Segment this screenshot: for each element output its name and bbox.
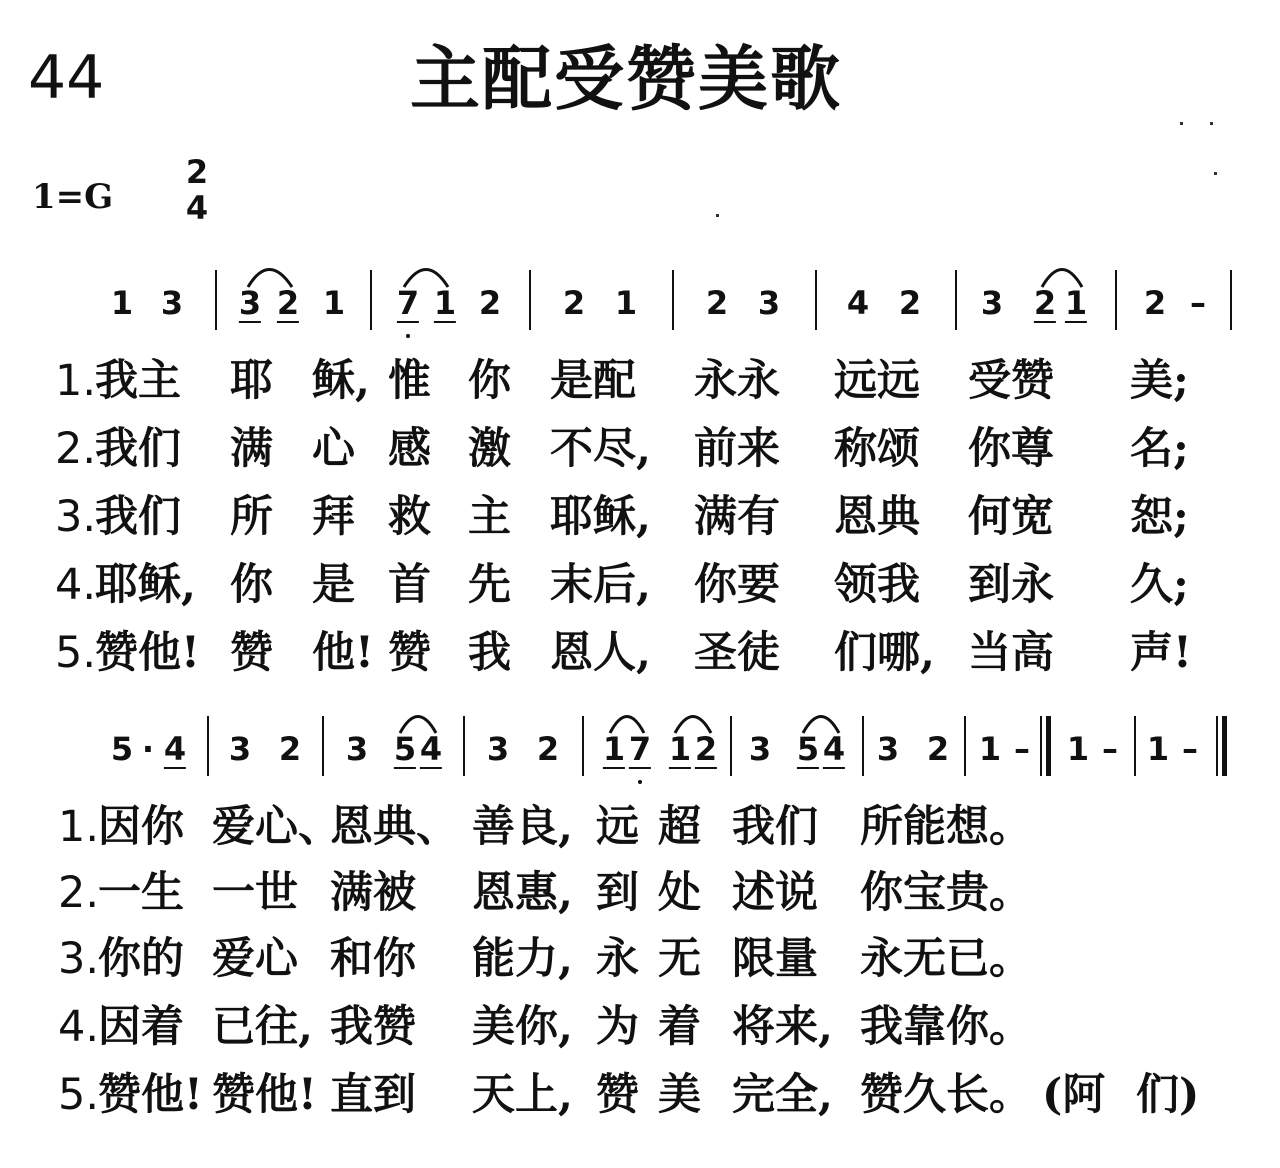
lyric-word: 久; [1130,560,1189,610]
lyric-word: 当高 [968,628,1054,678]
lyric-word: 处 [658,868,701,918]
lyric-word: 因你 [98,802,184,852]
lyric-word: 恩人, [550,628,651,678]
key-signature: 1=G [32,177,114,217]
lyric-word: 是配 [550,356,636,406]
lyric-word: 爱心、 [212,802,341,852]
lyric-word: 受赞 [968,356,1054,406]
note: 3 [345,730,369,768]
lyric-word: 一世 [212,868,298,918]
scan-speck [1210,122,1213,125]
dash: – [1182,730,1198,768]
lyric-word: 述说 [732,868,818,918]
note: 1 [1064,284,1088,322]
note: 4 [163,730,187,768]
lyric-word: 为 [596,1002,639,1052]
lyric-word: 已往, [212,1002,313,1052]
lyric-word: 满有 [694,492,780,542]
note: 1 [614,284,638,322]
lyric-word: (阿 [1042,1070,1106,1120]
lyric-word: 你 [468,356,511,406]
lyric-word: 赞他! [95,628,200,678]
lyric-word: 我赞 [330,1002,416,1052]
slur [675,717,711,734]
lyric-word: 远 [596,802,639,852]
lyric-word: 天上, [472,1070,573,1120]
note: 5 [110,730,134,768]
lyric-word: 远远 [834,356,920,406]
lyric-word: 无 [658,934,701,984]
note: 4 [846,284,870,322]
note: 3 [748,730,772,768]
verse-number: 3. [55,492,97,542]
lyric-word: 所能想。 [860,802,1032,852]
scan-speck [716,214,719,217]
lyric-word: 名; [1130,424,1189,474]
lyric-word: 美 [658,1070,701,1120]
slur [610,717,644,734]
note: 2 [926,730,950,768]
lyric-word: 圣徒 [694,628,780,678]
lyric-word: 我靠你。 [860,1002,1032,1052]
note: 3 [757,284,781,322]
note: 3 [876,730,900,768]
note: 7 [396,284,420,322]
lyric-word: 赞 [230,628,273,678]
lyric-word: 何宽 [968,492,1054,542]
note: 1 [433,284,457,322]
lyric-word: 爱心 [212,934,298,984]
lyric-word: 拜 [312,492,355,542]
lyric-word: 赞 [388,628,431,678]
scan-speck [1214,172,1217,175]
note: 2 [276,284,300,322]
note: 2 [1033,284,1057,322]
verse-number: 5. [58,1070,100,1120]
lyric-word: 不尽, [550,424,651,474]
slur [803,717,839,734]
lyric-word: 心 [312,424,355,474]
lyric-word: 稣, [312,356,370,406]
lyric-word: 他! [312,628,374,678]
note: 3 [160,284,184,322]
dash: – [1102,730,1118,768]
lyric-word: 你尊 [968,424,1054,474]
lyric-word: 先 [468,560,511,610]
note: 5 [796,730,820,768]
verse-number: 2. [58,868,100,918]
lyric-word: 超 [658,802,701,852]
lyric-word: 着 [658,1002,701,1052]
lyric-word: 主 [468,492,511,542]
lyric-word: 直到 [330,1070,416,1120]
lyric-word: 永 [596,934,639,984]
time-signature-top: 2 [185,153,209,191]
lyric-word: 满被 [330,868,416,918]
lyric-word: 满 [230,424,273,474]
lyric-word: 到永 [968,560,1054,610]
verse-number: 5. [55,628,97,678]
lyric-word: 我 [468,628,511,678]
lyric-word: 你的 [98,934,184,984]
lyric-word: 救 [388,492,431,542]
verse-number: 3. [58,934,100,984]
lyric-word: 能力, [472,934,573,984]
verse-number: 1. [55,356,97,406]
slur [404,270,448,288]
verse-number: 2. [55,424,97,474]
dash: – [1190,284,1206,322]
lyric-word: 们) [1136,1070,1200,1120]
lyric-word: 耶稣, [95,560,196,610]
lyric-word: 前来 [694,424,780,474]
note: 2 [1143,284,1167,322]
dash: – [1014,730,1030,768]
scan-speck [1180,122,1183,125]
note: 2 [694,730,718,768]
lyric-word: 称颂 [834,424,920,474]
lyric-word: 声! [1130,628,1192,678]
lyric-word: 到 [596,868,639,918]
lyric-word: 耶 [230,356,273,406]
note: 1 [1066,730,1090,768]
slur [400,717,436,734]
lyric-word: 善良, [472,802,573,852]
lyric-word: 赞久长。 [860,1070,1032,1120]
lyric-word: 赞 [596,1070,639,1120]
slur [1042,270,1082,288]
lyric-word: 将来, [732,1002,833,1052]
lyric-word: 你 [230,560,273,610]
lyric-word: 恩惠, [472,868,573,918]
lyric-word: 我主 [95,356,181,406]
verse-number: 4. [55,560,97,610]
note: 2 [536,730,560,768]
lyric-word: 们哪, [834,628,935,678]
lyric-word: 赞他! [212,1070,317,1120]
note: 7 [628,730,652,768]
note: 1 [1146,730,1170,768]
note: 1 [322,284,346,322]
verse-number: 1. [58,802,100,852]
time-signature-bottom: 4 [185,189,209,227]
note: 3 [238,284,262,322]
lyric-word: 首 [388,560,431,610]
note: 1 [978,730,1002,768]
note: 4 [822,730,846,768]
note: 5 [393,730,417,768]
lyric-word: 完全, [732,1070,833,1120]
lyric-word: 惟 [388,356,431,406]
lyric-word: 永永 [694,356,780,406]
lyric-word: 感 [388,424,431,474]
note: 4 [419,730,443,768]
lyric-word: 我们 [732,802,818,852]
note: 1 [602,730,626,768]
lyric-word: 耶稣, [550,492,651,542]
lyric-word: 我们 [95,424,181,474]
hymn-title: 主配受赞美歌 [410,38,842,120]
note: 2 [478,284,502,322]
lyric-word: 限量 [732,934,818,984]
note: 3 [228,730,252,768]
lyric-word: 因着 [98,1002,184,1052]
lyric-word: 我们 [95,492,181,542]
hymn-number: 44 [28,43,105,113]
lyric-word: 恩典、 [330,802,459,852]
lyric-word: 领我 [834,560,920,610]
lyric-word: 末后, [550,560,651,610]
lyric-word: 你要 [694,560,780,610]
note: 2 [278,730,302,768]
note: 2 [898,284,922,322]
lyric-word: 恩典 [834,492,920,542]
lyric-word: 和你 [330,934,416,984]
lyric-word: 美; [1130,356,1189,406]
lyric-word: 一生 [98,868,184,918]
lyric-word: 所 [230,492,273,542]
lyric-word: 是 [312,560,355,610]
lyric-word: 永无已。 [860,934,1032,984]
slur [248,270,292,288]
lyric-word: 赞他! [98,1070,203,1120]
note: 1 [668,730,692,768]
verse-number: 4. [58,1002,100,1052]
lyric-word: 美你, [472,1002,573,1052]
note: 3 [980,284,1004,322]
lyric-word: 激 [468,424,511,474]
note: 2 [705,284,729,322]
lyric-word: 你宝贵。 [860,868,1032,918]
note: 1 [110,284,134,322]
note: 3 [486,730,510,768]
note: 2 [562,284,586,322]
dot: · [141,730,155,768]
lyric-word: 恕; [1130,492,1189,542]
